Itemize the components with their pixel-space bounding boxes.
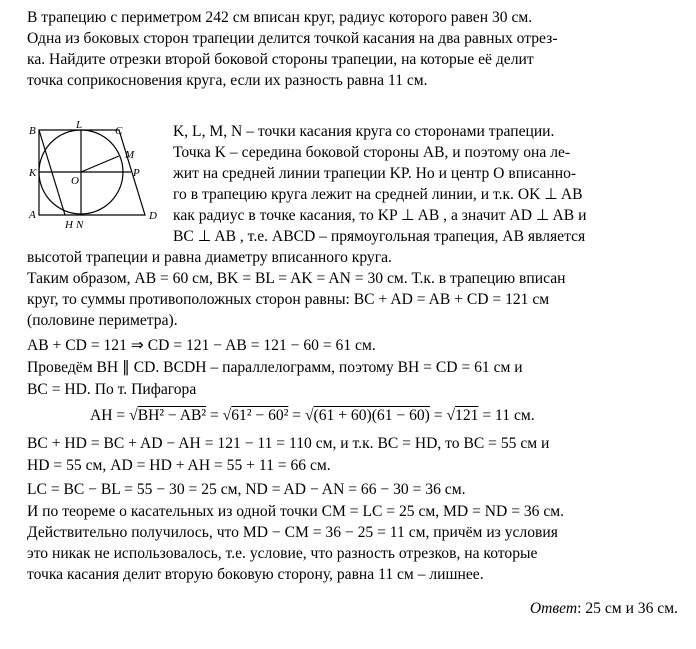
trapezoid-figure — [27, 120, 167, 240]
solution-line-11: AB + CD = 121 ⇒ CD = 121 − AB = 121 − 60 = 61 см. — [27, 337, 376, 354]
solution-line-21: точка касания делит вторую боковую сторону, равна 11 см – лишнее. — [27, 566, 484, 583]
solution-line-19: Действительно получилось, что MD − CM = 36 − 25 = 11 см, причём из условия — [27, 524, 558, 541]
solution-line-8: Таким образом, AB = 60 см, BK = BL = AK = AN = 30 см. Т.к. в трапецию вписан — [27, 270, 566, 287]
problem-line-2: Одна из боковых сторон трапеции делится точкой касания на два равных отрез- — [27, 30, 558, 47]
answer-label: Ответ — [529, 600, 578, 617]
solution-line-5: как радиус в точке касания, то KP ⊥ AB , а значит AD ⊥ AB и — [173, 207, 587, 224]
solution-line-16: HD = 55 см, AD = HD + AH = 55 + 11 = 66 см. — [27, 457, 331, 474]
answer-text: : 25 см и 36 см. — [577, 600, 678, 617]
solution-line-9: круг, то суммы противоположных сторон равны: BC + AD = AB + CD = 121 см — [27, 291, 550, 308]
label-k: K — [29, 167, 37, 179]
answer — [530, 600, 678, 618]
solution-line-18: И по теореме о касательных из одной точки CM = LC = 25 см, MD = ND = 36 см. — [27, 503, 565, 520]
solution-line-4: го в трапецию круга лежит на средней линии, и т.к. OK ⊥ AB — [173, 186, 583, 203]
problem-line-4: точка соприкосновения круга, если их разность равна 11 см. — [27, 72, 428, 89]
label-n: N — [76, 219, 84, 231]
solution-line-7: высотой трапеции и равна диаметру вписанного круга. — [27, 249, 392, 266]
label-b: B — [29, 125, 36, 137]
label-d: D — [149, 210, 157, 222]
solution-line-15: BC + HD = BC + AD − AH = 121 − 11 = 110 см, и т.к. BC = HD, то BC = 55 см и — [27, 435, 550, 452]
label-p: P — [133, 167, 140, 179]
problem-line-3: ка. Найдите отрезки второй боковой стороны трапеции, на которые её делит — [27, 51, 534, 68]
solution-line-20: это никак не использовалось, т.е. условие, что разность отрезков, на которые — [27, 545, 538, 562]
label-h: H — [65, 219, 73, 231]
label-m: M — [125, 149, 135, 161]
solution-line-13: BC = HD. По т. Пифагора — [27, 381, 197, 398]
solution-line-17: LC = BC − BL = 55 − 30 = 25 см, ND = AD − AN = 66 − 30 = 36 см. — [27, 481, 466, 498]
solution-line-6: BC ⊥ AB , т.е. ABCD – прямоугольная трапеция, AB является — [173, 228, 586, 245]
solution-line-10: (половине периметра). — [27, 312, 178, 329]
label-l: L — [76, 120, 83, 131]
label-c: C — [115, 125, 123, 137]
solution-line-3: жит на средней линии трапеции KP. Но и центр O вписанно- — [173, 165, 577, 182]
solution-line-2: Точка K – середина боковой стороны AB, и поэтому она ле- — [173, 144, 571, 161]
problem-line-1: В трапецию с периметром 242 см вписан круг, радиус которого равен 30 см. — [27, 9, 533, 26]
radius-om — [81, 156, 119, 172]
solution-line-1: K, L, M, N – точки касания круга со сторонами трапеции. — [173, 123, 555, 140]
label-o: O — [71, 175, 79, 187]
solution-line-12: Проведём BH ∥ CD. BCDH – параллелограмм, поэтому BH = CD = 61 см и — [27, 359, 523, 376]
label-a: A — [29, 209, 36, 221]
pythagoras-formula: AH = √BH² − AB² = √61² − 60² = √(61 + 60)(61 − 60) = √121 = 11 см. — [90, 407, 535, 424]
